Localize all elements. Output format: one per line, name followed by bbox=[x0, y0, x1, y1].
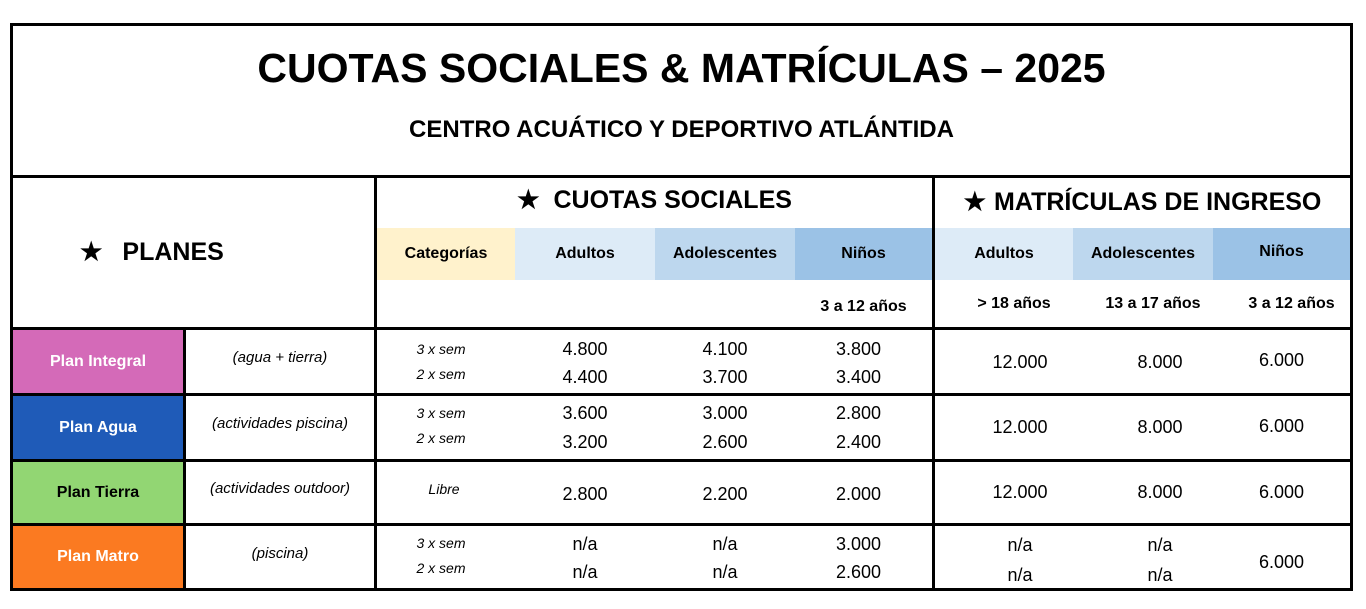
cuota-adolescentes: 3.000 bbox=[702, 402, 748, 423]
mat-adolescentes: 8.000 bbox=[1137, 416, 1183, 437]
plan-desc: (actividades outdoor) bbox=[209, 479, 351, 497]
mat-adolescentes: 8.000 bbox=[1137, 351, 1183, 372]
page-subtitle: CENTRO ACUÁTICO Y DEPORTIVO ATLÁNTIDA bbox=[409, 116, 954, 143]
mat-adultos: 12.000 bbox=[992, 481, 1048, 502]
plan-cat: 2 x sem bbox=[416, 366, 466, 382]
planes-heading bbox=[80, 232, 260, 272]
mat-adultos: 12.000 bbox=[992, 416, 1048, 437]
mat-adultos: 12.000 bbox=[992, 351, 1048, 372]
mat-adultos: n/a bbox=[1007, 534, 1033, 555]
cuota-ninos: 2.400 bbox=[835, 431, 882, 452]
cuota-ninos: 3.800 bbox=[835, 338, 882, 359]
age-mat-adultos: > 18 años bbox=[977, 295, 1051, 312]
cuota-adolescentes: 2.600 bbox=[702, 431, 748, 452]
header-cuotas-adolescentes: Adolescentes bbox=[672, 245, 778, 262]
mat-adolescentes: n/a bbox=[1147, 564, 1173, 585]
mat-adolescentes: n/a bbox=[1147, 534, 1173, 555]
plan-name: Plan Matro bbox=[57, 548, 139, 565]
age-mat-adolescentes: 13 a 17 años bbox=[1105, 295, 1201, 312]
cuota-adolescentes: 2.200 bbox=[702, 483, 748, 504]
age-cuotas-ninos: 3 a 12 años bbox=[820, 298, 907, 315]
plan-cat: 2 x sem bbox=[416, 430, 466, 446]
header-categorias: Categorías bbox=[404, 245, 488, 262]
mat-ninos: 6.000 bbox=[1258, 349, 1305, 370]
cuotas-label: CUOTAS SOCIALES bbox=[553, 185, 792, 214]
plan-cat: 3 x sem bbox=[416, 405, 466, 421]
plan-desc: (agua + tierra) bbox=[232, 349, 328, 366]
cuota-adultos: 3.200 bbox=[562, 431, 608, 452]
plan-cat: Libre bbox=[428, 481, 460, 497]
header-mat-adultos: Adultos bbox=[974, 245, 1034, 262]
header-cuotas-adultos: Adultos bbox=[555, 245, 615, 262]
cuota-adultos: 4.800 bbox=[562, 338, 608, 359]
cuota-adultos: 3.600 bbox=[562, 402, 608, 423]
cuota-adolescentes: n/a bbox=[712, 561, 738, 582]
plan-name: Plan Tierra bbox=[56, 483, 140, 501]
plan-desc: (actividades piscina) bbox=[212, 415, 348, 432]
matriculas-label: MATRÍCULAS DE INGRESO bbox=[994, 187, 1322, 216]
cuota-adolescentes: 3.700 bbox=[702, 366, 748, 387]
plan-cat: 3 x sem bbox=[416, 341, 466, 357]
mat-ninos: 6.000 bbox=[1258, 481, 1305, 502]
plan-name: Plan Integral bbox=[49, 352, 147, 370]
header-mat-adolescentes: Adolescentes bbox=[1090, 245, 1196, 262]
cuota-ninos: 3.400 bbox=[835, 366, 882, 387]
mat-ninos: 6.000 bbox=[1258, 551, 1305, 572]
star-icon: ★ bbox=[80, 238, 103, 266]
header-mat-ninos: Niños bbox=[1259, 243, 1304, 260]
plan-desc: (piscina) bbox=[251, 544, 309, 562]
matriculas-heading bbox=[935, 182, 1350, 222]
cuotas-heading bbox=[377, 180, 932, 220]
plan-name: Plan Agua bbox=[59, 418, 137, 436]
cuota-ninos: 2.000 bbox=[835, 483, 882, 504]
cuota-adultos: 4.400 bbox=[562, 366, 608, 387]
cuota-ninos: 2.600 bbox=[835, 561, 882, 582]
mat-adolescentes: 8.000 bbox=[1137, 481, 1183, 502]
page-title: CUOTAS SOCIALES & MATRÍCULAS – 2025 bbox=[257, 44, 1106, 91]
cuota-adultos: n/a bbox=[572, 561, 598, 582]
cuota-adultos: 2.800 bbox=[562, 483, 608, 504]
mat-ninos: 6.000 bbox=[1258, 415, 1305, 436]
plan-cat: 2 x sem bbox=[416, 560, 466, 576]
age-mat-ninos: 3 a 12 años bbox=[1248, 295, 1335, 312]
header-cuotas-ninos: Niños bbox=[841, 245, 886, 262]
planes-label: PLANES bbox=[122, 237, 224, 266]
plan-cat: 3 x sem bbox=[416, 535, 466, 551]
cuota-adolescentes: n/a bbox=[712, 533, 738, 554]
cuota-adolescentes: 4.100 bbox=[702, 338, 748, 359]
star-icon: ★ bbox=[517, 186, 540, 214]
cuota-ninos: 3.000 bbox=[835, 533, 882, 554]
star-icon: ★ bbox=[963, 188, 987, 216]
mat-adultos: n/a bbox=[1007, 564, 1033, 585]
cuota-adultos: n/a bbox=[572, 533, 598, 554]
cuota-ninos: 2.800 bbox=[835, 402, 882, 423]
